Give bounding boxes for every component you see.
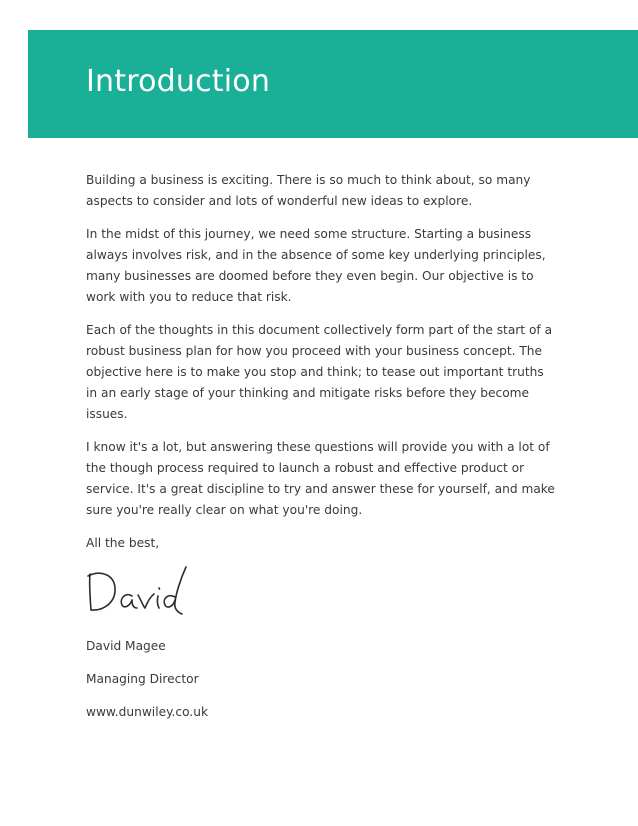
author-website-link[interactable]: www.dunwiley.co.uk	[86, 705, 209, 719]
page-title: Introduction	[86, 64, 271, 99]
paragraph-3: Each of the thoughts in this document collectively form part of the start of a robust business plan for how you proceed with your business concept. The objective here is to make you stop and think; to tease out important truths in an early stage of your thinking and mitigate risks before they become issues.	[86, 323, 553, 421]
sign-off: All the best,	[86, 536, 160, 550]
header-band	[28, 30, 638, 138]
paragraph-2: In the midst of this journey, we need some structure. Starting a business always involves risk, and in the absence of some key underlying principles, many businesses are doomed before they even begin. Our objective is to work with you to reduce that risk.	[86, 227, 546, 304]
paragraph-1: Building a business is exciting. There is so much to think about, so many aspects to consider and lots of wonderful new ideas to explore.	[86, 173, 531, 208]
author-name: David Magee	[86, 639, 166, 653]
author-role: Managing Director	[86, 672, 199, 686]
handwritten-signature	[82, 562, 192, 622]
paragraph-4: I know it's a lot, but answering these questions will provide you with a lot of the though process required to launch a robust and effective product or service. It's a great discipline to try and answer these for yourself, and make sure you're really clear on what you're doing.	[86, 440, 555, 517]
letter-body	[86, 170, 556, 735]
